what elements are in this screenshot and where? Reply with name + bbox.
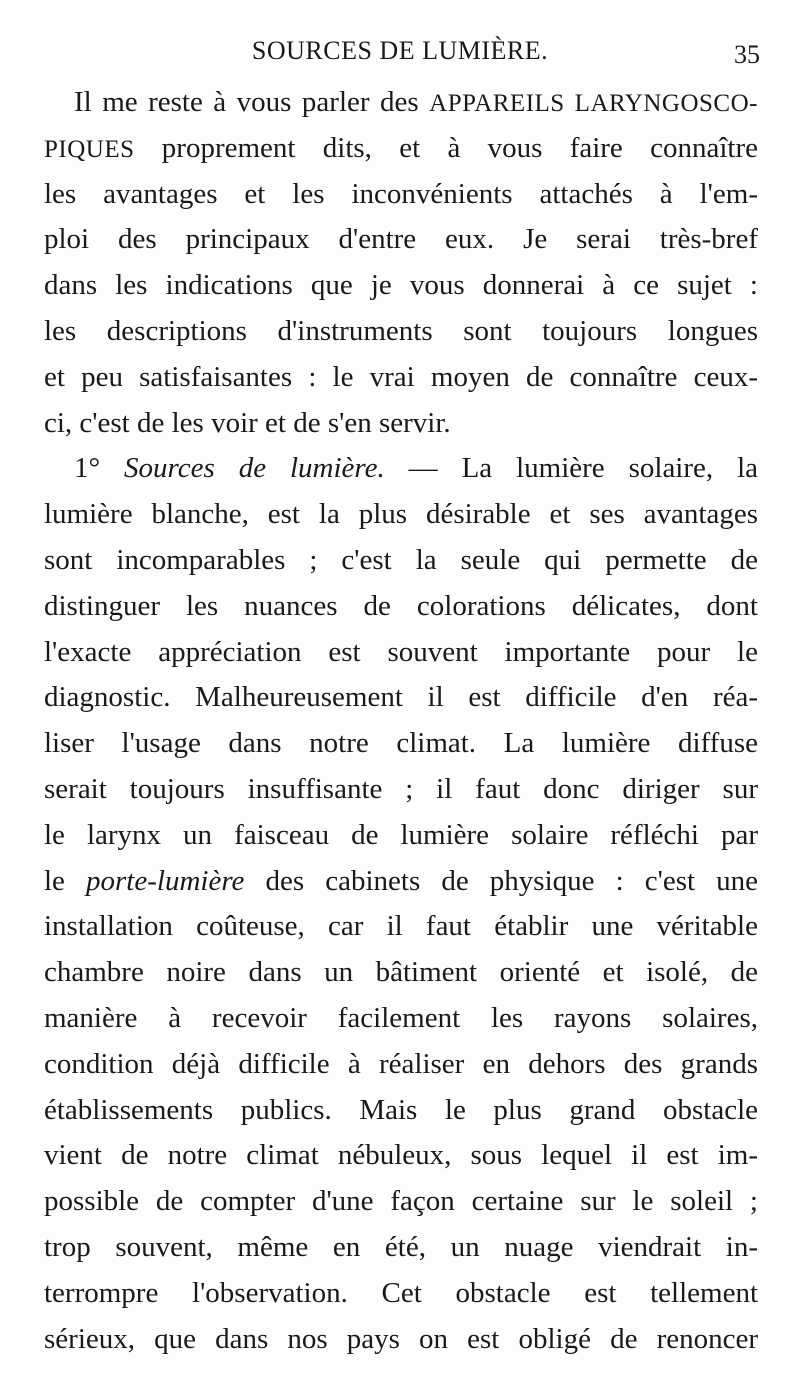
text-line: lumière blanche, est la plus désirable et ses avantages xyxy=(44,498,758,531)
text-line: chambre noire dans un bâtiment orienté et isolé, de xyxy=(44,956,758,989)
section-heading-line xyxy=(44,446,758,492)
body-text xyxy=(44,80,758,1362)
italic-term: porte-lumière xyxy=(86,864,245,897)
text-span: des cabinets de physique : c'est une xyxy=(244,864,758,897)
text-span: le xyxy=(44,864,87,897)
text-line: sérieux, que dans nos pays on est obligé de renoncer xyxy=(44,1322,758,1355)
text-line: dans les indications que je vous donnerai à ce sujet : xyxy=(44,269,758,302)
running-title: SOURCES DE LUMIÈRE. xyxy=(251,36,549,65)
text-line: le larynx un faisceau de lumière solaire réfléchi par xyxy=(44,818,758,851)
page-number: 35 xyxy=(734,40,760,69)
text-line: ploi des principaux d'entre eux. Je serai très-bref xyxy=(44,223,758,256)
text-line: condition déjà difficile à réaliser en dehors des grands xyxy=(44,1047,758,1080)
text-line: établissements publics. Mais le plus grand obstacle xyxy=(44,1093,758,1126)
text-line: vient de notre climat nébuleux, sous lequel il est im- xyxy=(44,1139,758,1172)
text-line: terrompre l'observation. Cet obstacle est tellement xyxy=(44,1276,758,1309)
text-span: — La lumière solaire, la xyxy=(384,452,758,485)
text-line: installation coûteuse, car il faut établir une véritable xyxy=(44,910,758,943)
small-caps-term: APPAREILS LARYNGOSCO- xyxy=(429,90,758,117)
text-line: trop souvent, même en été, un nuage viendrait in- xyxy=(44,1230,758,1263)
text-line: l'exacte appréciation est souvent importante pour le xyxy=(44,635,758,668)
section-heading: Sources de lumière. xyxy=(124,452,385,485)
text-span: Il me reste à vous parler des xyxy=(74,86,430,118)
text-line: serait toujours insuffisante ; il faut donc diriger sur xyxy=(44,772,758,805)
section-number: 1° xyxy=(74,452,101,485)
text-line xyxy=(44,126,758,172)
text-line: sont incomparables ; c'est la seule qui permette de xyxy=(44,543,758,576)
text-line: les descriptions d'instruments sont toujours longues xyxy=(44,314,758,347)
text-line: ci, c'est de les voir et de s'en servir. xyxy=(44,406,451,439)
text-line: possible de compter d'une façon certaine sur le soleil ; xyxy=(44,1185,758,1218)
text-line: diagnostic. Malheureusement il est difficile d'en réa- xyxy=(44,681,758,714)
text-line: et peu satisfaisantes : le vrai moyen de connaître ceux- xyxy=(44,360,758,393)
text-span: proprement dits, et à vous faire connaître xyxy=(134,131,758,164)
text-line: les avantages et les inconvénients attachés à l'em- xyxy=(44,177,758,210)
text-line: liser l'usage dans notre climat. La lumière diffuse xyxy=(44,727,758,760)
small-caps-term: PIQUES xyxy=(44,135,135,163)
text-line: manière à recevoir facilement les rayons solaires, xyxy=(44,1001,758,1034)
text-line xyxy=(44,80,758,126)
running-head xyxy=(40,36,760,76)
text-line: distinguer les nuances de colorations délicates, dont xyxy=(44,589,758,622)
text-line xyxy=(44,859,758,905)
